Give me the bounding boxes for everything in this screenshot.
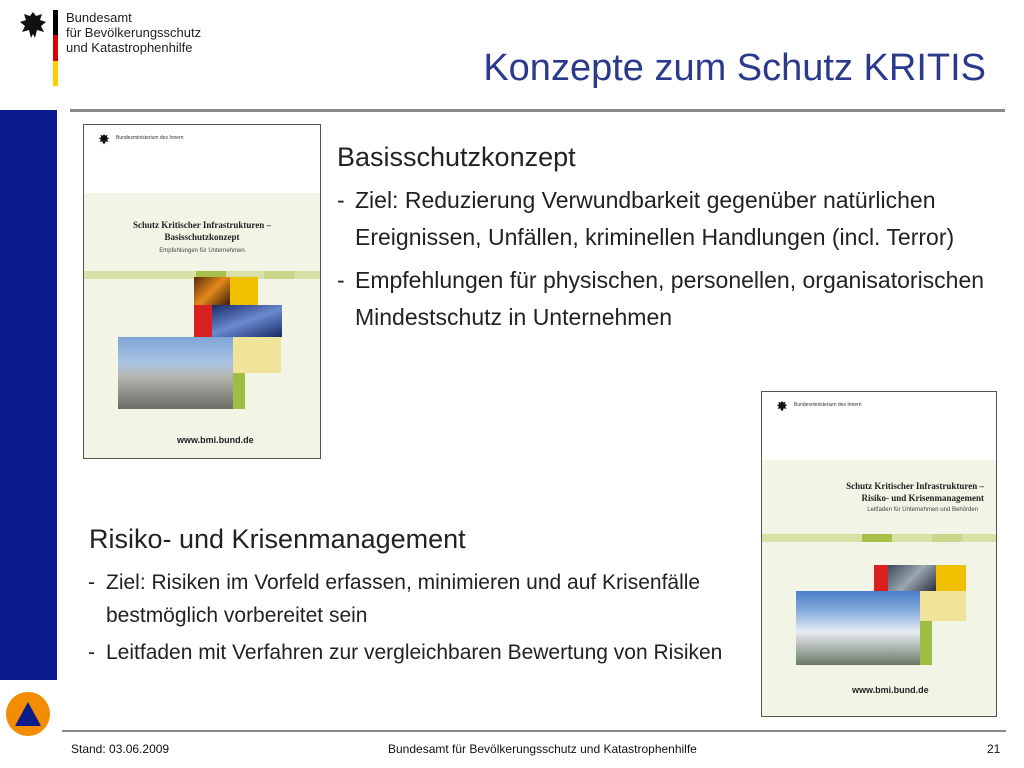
org-name	[66, 10, 206, 55]
section-heading-basisschutz: Basisschutzkonzept	[337, 142, 576, 172]
federal-eagle-icon	[18, 10, 48, 44]
cover-title-line: Schutz Kritischer Infrastrukturen –	[133, 220, 271, 230]
bullet-list-risikomanagement	[88, 566, 748, 673]
cover-title-line: Basisschutzkonzept	[164, 232, 240, 242]
bullet-text: Ziel: Reduzierung Verwundbarkeit gegenüber natürlichen Ereignissen, Unfällen, kriminellen Handlungen (incl. Terror)	[355, 187, 955, 250]
cover-title	[84, 219, 320, 243]
cover-subtitle: Empfehlungen für Unternehmen	[159, 248, 245, 254]
page-title: Konzepte zum Schutz KRITIS	[483, 47, 986, 89]
cover-title-line: Schutz Kritischer Infrastrukturen –	[846, 481, 984, 491]
bullet-list-basisschutz	[337, 182, 1007, 342]
cover-subtitle: Leitfaden für Unternehmen und Behörden	[867, 507, 978, 513]
footer-divider	[62, 730, 1006, 732]
german-flag-bar	[53, 10, 58, 86]
bullet-text: Ziel: Risiken im Vorfeld erfassen, minimieren und auf Krisenfälle bestmöglich vorbereitet sein	[106, 571, 701, 627]
cover-title	[788, 480, 984, 504]
cover-url: www.bmi.bund.de	[852, 685, 929, 695]
federal-eagle-icon	[98, 133, 110, 147]
cover-url: www.bmi.bund.de	[177, 435, 254, 445]
bullet-item: - Ziel: Risiken im Vorfeld erfassen, minimieren und auf Krisenfälle bestmöglich vorbereitet sein	[88, 571, 701, 627]
org-name-line: und Katastrophenhilfe	[66, 40, 193, 55]
cover-ministry: Bundesministerium des Innern	[794, 402, 862, 408]
bbk-logo	[18, 8, 208, 88]
bullet-item: - Leitfaden mit Verfahren zur vergleichbaren Bewertung von Risiken	[88, 641, 723, 664]
sidebar-band	[0, 110, 57, 680]
page-number: 21	[987, 742, 1001, 756]
civil-protection-triangle-icon	[13, 700, 43, 728]
footer-org: Bundesamt für Bevölkerungsschutz und Katastrophenhilfe	[388, 742, 697, 756]
cover-ministry: Bundesministerium des Innern	[116, 135, 184, 141]
title-divider	[70, 109, 1005, 112]
brochure-cover-risikomanagement	[761, 391, 997, 717]
civil-protection-emblem	[6, 692, 50, 736]
bullet-text: Leitfaden mit Verfahren zur vergleichbaren Bewertung von Risiken	[106, 641, 723, 664]
org-name-line: für Bevölkerungsschutz	[66, 25, 202, 40]
section-heading-risikomanagement: Risiko- und Krisenmanagement	[89, 524, 466, 554]
footer-date: Stand: 03.06.2009	[71, 742, 170, 756]
bullet-item: - Empfehlungen für physischen, personellen, organisatorischen Mindestschutz in Unternehmen	[337, 267, 985, 330]
brochure-cover-basisschutz	[83, 124, 321, 459]
org-name-line: Bundesamt	[66, 10, 132, 25]
bullet-item: - Ziel: Reduzierung Verwundbarkeit gegenüber natürlichen Ereignissen, Unfällen, kriminellen Handlungen (incl. Terror)	[337, 187, 955, 250]
federal-eagle-icon	[776, 400, 788, 414]
bullet-text: Empfehlungen für physischen, personellen, organisatorischen Mindestschutz in Unternehmen	[355, 267, 985, 330]
cover-title-line: Risiko- und Krisenmanagement	[861, 493, 984, 503]
